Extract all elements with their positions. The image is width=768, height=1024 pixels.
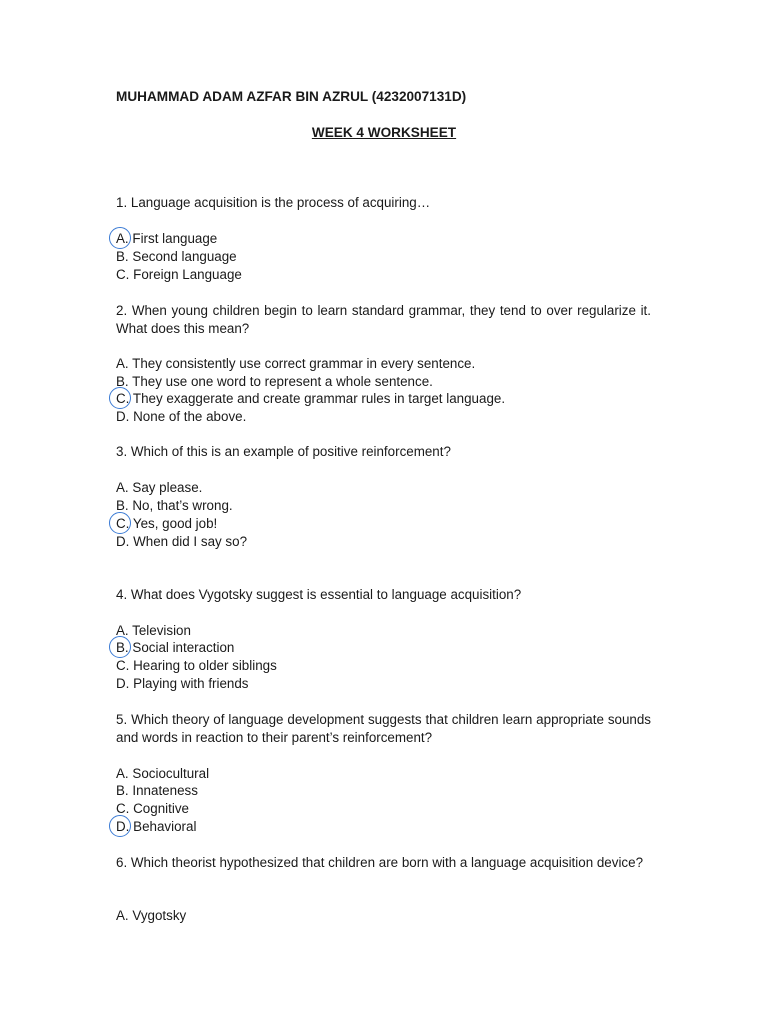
circle-mark-icon [109, 815, 131, 837]
q4-option-c: C. Hearing to older siblings [116, 658, 277, 673]
circle-mark-icon [109, 512, 131, 534]
q1-option-a: A. First language [116, 230, 217, 248]
q3-option-d: D. When did I say so? [116, 534, 248, 549]
q5-option-a: A. Sociocultural [116, 766, 210, 781]
q4-option-d: D. Playing with friends [116, 676, 249, 691]
student-name: MUHAMMAD ADAM AZFAR BIN AZRUL (4232007131D) [116, 89, 467, 104]
answer-circle: C. [116, 390, 129, 408]
q2-option-c: C. They exaggerate and create grammar rules in target language. [116, 390, 505, 408]
question-4-text: 4. What does Vygotsky suggest is essential to language acquisition? [116, 587, 522, 602]
q3-option-b: B. No, that’s wrong. [116, 498, 233, 513]
q5-option-d: D. Behavioral [116, 818, 196, 836]
question-5-text: 5. Which theory of language development suggests that children learn appropriate sounds and words in reaction to their parent’s reinforcement? [116, 712, 651, 745]
question-6-text: 6. Which theorist hypothesized that children are born with a language acquisition device? [116, 855, 644, 870]
question-2-text: 2. When young children begin to learn standard grammar, they tend to over regularize it. What does this mean? [116, 303, 651, 336]
q4-option-a: A. Television [116, 623, 191, 638]
q2-option-d: D. None of the above. [116, 409, 247, 424]
answer-circle: B. [116, 639, 129, 657]
circle-mark-icon [109, 387, 131, 409]
q3-option-c: C. Yes, good job! [116, 515, 217, 533]
q5-option-c: C. Cognitive [116, 801, 189, 816]
question-3-text: 3. Which of this is an example of positive reinforcement? [116, 444, 451, 459]
q5-option-b: B. Innateness [116, 783, 198, 798]
answer-circle: D. [116, 818, 129, 836]
q6-option-a: A. Vygotsky [116, 908, 187, 923]
q1-option-c: C. Foreign Language [116, 267, 242, 282]
question-1-text: 1. Language acquisition is the process of acquiring… [116, 195, 431, 210]
circle-mark-icon [109, 227, 131, 249]
worksheet-title: WEEK 4 WORKSHEET [311, 125, 457, 140]
q3-option-a: A. Say please. [116, 480, 203, 495]
circle-mark-icon [109, 636, 131, 658]
q2-option-a: A. They consistently use correct grammar in every sentence. [116, 356, 476, 371]
q1-option-b: B. Second language [116, 249, 237, 264]
q2-option-b: B. They use one word to represent a whole sentence. [116, 374, 433, 389]
answer-circle: C. [116, 515, 129, 533]
answer-circle: A. [116, 230, 129, 248]
q4-option-b: B. Social interaction [116, 639, 234, 657]
